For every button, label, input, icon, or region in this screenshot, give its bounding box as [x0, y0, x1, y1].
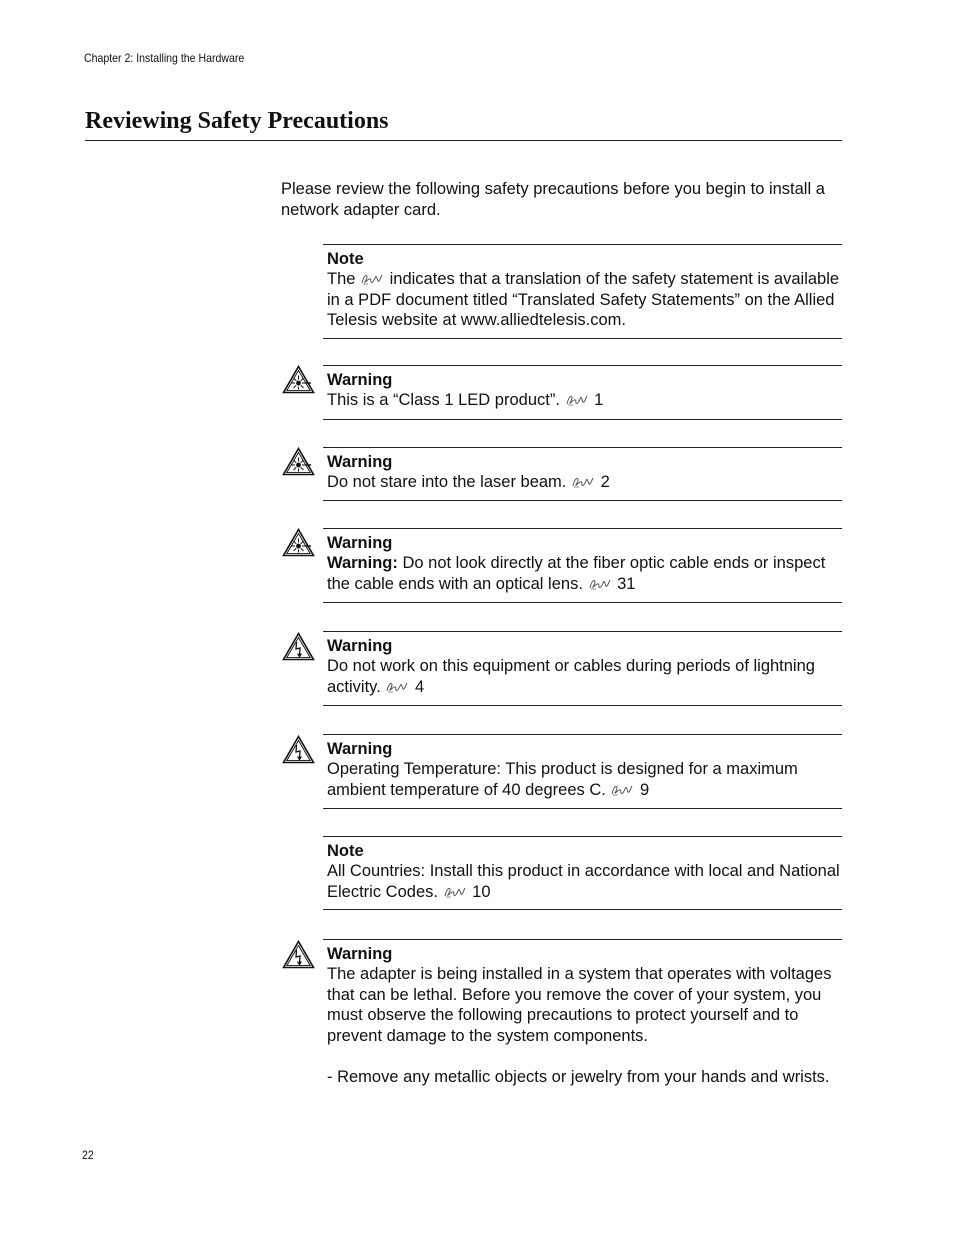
electrical-hazard-icon: [282, 632, 315, 661]
warning-body: This is a “Class 1 LED product”. 1: [327, 391, 604, 409]
warning-box: [323, 447, 842, 501]
translation-ref: 2: [600, 473, 610, 491]
translation-ref: 4: [414, 677, 425, 696]
warning-box: [323, 631, 842, 706]
electrical-hazard-icon: [282, 940, 315, 969]
laser-warning-icon: [282, 365, 315, 394]
translation-icon: [361, 273, 383, 285]
warning-box: [323, 939, 842, 1109]
warning-heading: Warning: [327, 740, 393, 758]
page-number: 22: [82, 1148, 94, 1162]
translation-icon: [444, 886, 466, 898]
translation-icon: [566, 394, 588, 406]
laser-warning-icon: [282, 447, 315, 476]
translation-icon: [611, 784, 633, 796]
note-body: All Countries: Install this product in accordance with local and National Electric Codes. 10: [327, 862, 840, 901]
note-box: [323, 244, 842, 339]
translation-icon: [589, 578, 611, 590]
translation-icon: [572, 476, 594, 488]
warning-box: [323, 734, 842, 809]
translation-ref: 10: [472, 882, 491, 901]
electrical-hazard-icon: [282, 735, 315, 764]
warning-heading: Warning: [327, 371, 393, 389]
translation-ref: 1: [594, 391, 604, 409]
translation-ref: 9: [640, 780, 650, 799]
warning-heading: Warning: [327, 637, 393, 655]
note-body: The indicates that a translation of the safety statement is available in a PDF document titled “Translated Safety Statements” on the Allied Telesis website at www.alliedtelesis.com.: [327, 270, 840, 329]
warning-heading: Warning: [327, 945, 393, 963]
warning-list-item: - Remove any metallic objects or jewelry from your hands and wrists.: [327, 1067, 830, 1086]
laser-warning-icon: [282, 528, 315, 557]
translation-ref: 31: [617, 574, 636, 593]
note-box: [323, 836, 842, 910]
note-heading: Note: [327, 842, 364, 860]
warning-body: Do not stare into the laser beam. 2: [327, 473, 610, 491]
warning-body: Operating Temperature: This product is designed for a maximum ambient temperature of 40 degrees C. 9: [327, 760, 798, 799]
translation-icon: [386, 681, 408, 693]
title-rule: [85, 140, 842, 141]
note-heading: Note: [327, 250, 364, 268]
warning-heading: Warning: [327, 534, 393, 552]
warning-body: Warning: Do not look directly at the fiber optic cable ends or inspect the cable ends with an optical lens. 31: [327, 554, 826, 593]
warning-box: [323, 365, 842, 420]
running-header: Chapter 2: Installing the Hardware: [84, 51, 245, 65]
warning-heading: Warning: [327, 453, 393, 471]
warning-body: [327, 964, 843, 1087]
warning-body: Do not work on this equipment or cables during periods of lightning activity. 4: [327, 657, 815, 696]
warning-lead: Warning:: [327, 554, 398, 572]
section-title: Reviewing Safety Precautions: [85, 108, 389, 134]
warning-box: [323, 528, 842, 603]
warning-paragraph: The adapter is being installed in a system that operates with voltages that can be lethal. Before you remove the cover of your system, you must observe the following precautions to protect yourself and to prevent damage to the system components.: [327, 965, 832, 1045]
intro-paragraph: Please review the following safety precautions before you begin to install a network adapter card.: [281, 180, 825, 219]
